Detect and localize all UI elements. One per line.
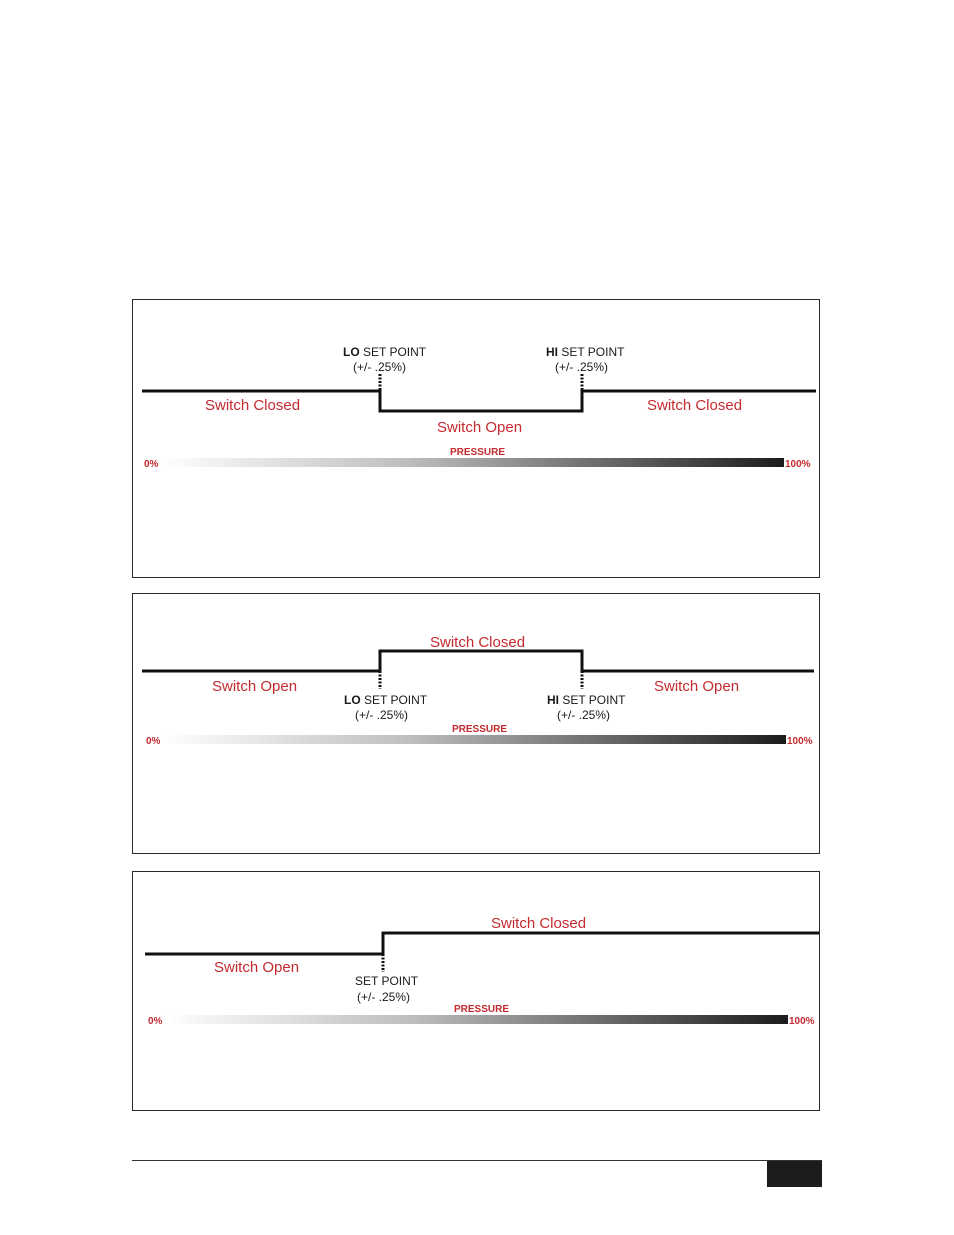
right-state-label: Switch Closed (647, 397, 743, 414)
page-number-tab (767, 1161, 822, 1187)
hi-setpoint-tolerance: (+/- .25%) (557, 708, 611, 722)
pressure-label: PRESSURE (454, 1004, 510, 1015)
middle-state-label: Switch Open (437, 419, 523, 436)
scale-min-label: 0% (146, 736, 161, 747)
scale-max-label: 100% (787, 736, 813, 747)
setpoint-name: SET POINT (562, 693, 626, 707)
pressure-gradient-bar (165, 1015, 788, 1024)
lo-prefix: LO (344, 693, 361, 707)
diagram-panel-3 (132, 871, 820, 1111)
switch-diagram-1 (133, 300, 819, 577)
left-state-label: Switch Open (212, 678, 298, 695)
diagram-panel-2 (132, 593, 820, 854)
pressure-label: PRESSURE (450, 447, 506, 458)
setpoint-name: SET POINT (363, 345, 427, 359)
scale-min-label: 0% (144, 459, 159, 470)
pressure-gradient-bar (163, 735, 786, 744)
pressure-gradient-bar (161, 458, 784, 467)
switch-diagram-3 (133, 872, 819, 1110)
lo-setpoint-tolerance: (+/- .25%) (353, 360, 407, 374)
switch-state-line (145, 933, 819, 954)
lo-setpoint-label (344, 693, 428, 707)
hi-prefix: HI (546, 345, 558, 359)
hi-setpoint-label (546, 345, 625, 359)
left-state-label: Switch Closed (205, 397, 301, 414)
switch-state-line (142, 651, 814, 671)
right-state-label: Switch Open (654, 678, 740, 695)
setpoint-tolerance: (+/- .25%) (357, 990, 411, 1004)
scale-max-label: 100% (785, 459, 811, 470)
lo-setpoint-tolerance: (+/- .25%) (355, 708, 409, 722)
switch-diagram-2 (133, 594, 819, 853)
setpoint-name: SET POINT (364, 693, 428, 707)
right-state-label: Switch Closed (491, 915, 587, 932)
hi-setpoint-label (547, 693, 626, 707)
hi-setpoint-tolerance: (+/- .25%) (555, 360, 609, 374)
setpoint-name: SET POINT (561, 345, 625, 359)
hi-prefix: HI (547, 693, 559, 707)
setpoint-label: SET POINT (355, 974, 419, 988)
footer-rule (132, 1160, 822, 1161)
scale-max-label: 100% (789, 1016, 815, 1027)
pressure-label: PRESSURE (452, 724, 508, 735)
left-state-label: Switch Open (214, 959, 300, 976)
diagram-panel-1 (132, 299, 820, 578)
middle-state-label: Switch Closed (430, 634, 526, 651)
scale-min-label: 0% (148, 1016, 163, 1027)
lo-setpoint-label (343, 345, 427, 359)
lo-prefix: LO (343, 345, 360, 359)
